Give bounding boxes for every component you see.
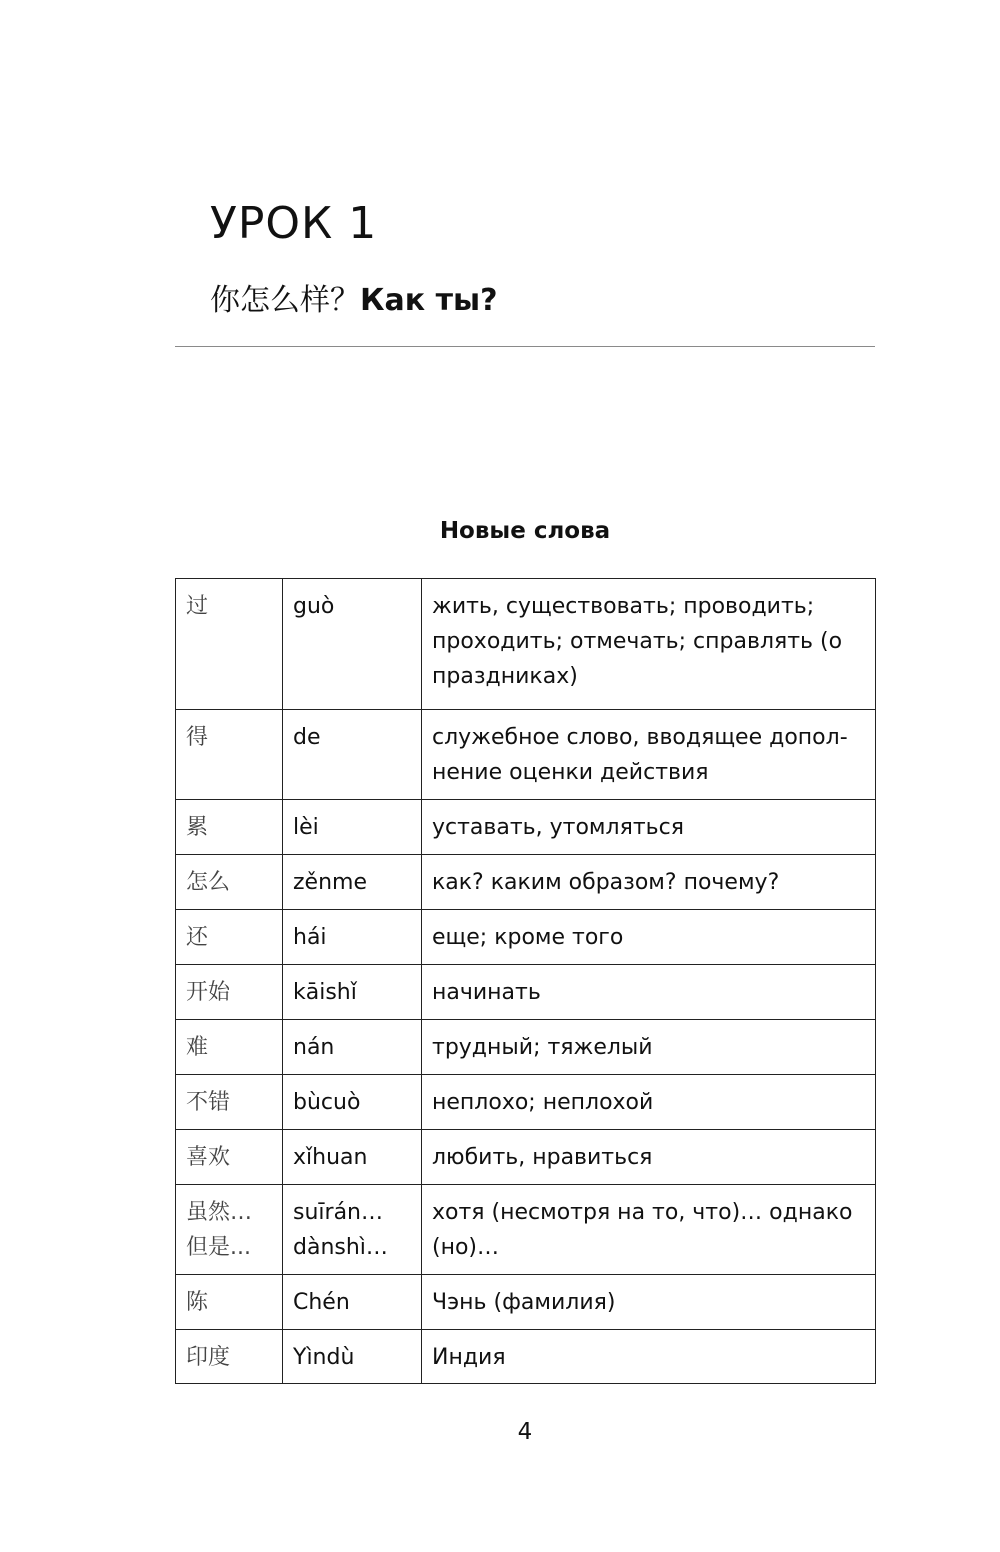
- table-row: [176, 710, 876, 800]
- meaning-cell: еще; кроме того: [422, 910, 876, 965]
- meaning-cell: трудный; тяжелый: [422, 1020, 876, 1075]
- table-row: [176, 1020, 876, 1075]
- meaning-cell: как? каким образом? почему?: [422, 855, 876, 910]
- table-row: [176, 1130, 876, 1185]
- section-title: Новые слова: [439, 518, 611, 544]
- meaning-cell: служебное слово, вводящее дополнение оценки действия: [422, 710, 876, 800]
- pinyin-cell: suīrán… dànshì…: [283, 1185, 422, 1275]
- table-row: [176, 1275, 876, 1330]
- hanzi-cell: 过: [176, 579, 283, 710]
- lesson-title: УРОК 1: [210, 198, 378, 249]
- hanzi-cell: 不错: [176, 1075, 283, 1130]
- hanzi-cell: 印度: [176, 1330, 283, 1384]
- table-row: [176, 855, 876, 910]
- hanzi-cell: 还: [176, 910, 283, 965]
- pinyin-cell: de: [283, 710, 422, 800]
- vocabulary-table: [175, 578, 876, 1384]
- hanzi-cell: 喜欢: [176, 1130, 283, 1185]
- pinyin-cell: kāishǐ: [283, 965, 422, 1020]
- lesson-subtitle: [210, 280, 498, 322]
- pinyin-cell: bùcuò: [283, 1075, 422, 1130]
- meaning-cell: уставать, утомляться: [422, 800, 876, 855]
- lesson-subtitle-russian: Как ты?: [360, 283, 498, 318]
- hanzi-cell: 得: [176, 710, 283, 800]
- hanzi-cell: 开始: [176, 965, 283, 1020]
- hanzi-cell: 累: [176, 800, 283, 855]
- pinyin-cell: nán: [283, 1020, 422, 1075]
- meaning-cell: неплохо; неплохой: [422, 1075, 876, 1130]
- table-row: [176, 1075, 876, 1130]
- pinyin-cell: xǐhuan: [283, 1130, 422, 1185]
- table-row: [176, 579, 876, 710]
- hanzi-cell: 怎么: [176, 855, 283, 910]
- pinyin-cell: zěnme: [283, 855, 422, 910]
- meaning-cell: Индия: [422, 1330, 876, 1384]
- meaning-cell: Чэнь (фамилия): [422, 1275, 876, 1330]
- pinyin-cell: lèi: [283, 800, 422, 855]
- table-row: [176, 800, 876, 855]
- meaning-cell: хотя (несмотря на то, что)… однако (но)…: [422, 1185, 876, 1275]
- meaning-cell: любить, нравиться: [422, 1130, 876, 1185]
- meaning-cell: жить, существовать; проводить; проходить; отмечать; справлять (о праздниках): [422, 579, 876, 710]
- hanzi-cell: 难: [176, 1020, 283, 1075]
- table-row: [176, 1185, 876, 1275]
- hanzi-cell: 陈: [176, 1275, 283, 1330]
- table-row: [176, 1330, 876, 1384]
- table-row: [176, 965, 876, 1020]
- hanzi-cell: 虽然… 但是...: [176, 1185, 283, 1275]
- meaning-cell: начинать: [422, 965, 876, 1020]
- table-row: [176, 910, 876, 965]
- pinyin-cell: hái: [283, 910, 422, 965]
- page-number: 4: [517, 1419, 533, 1445]
- pinyin-cell: Yìndù: [283, 1330, 422, 1384]
- pinyin-cell: guò: [283, 579, 422, 710]
- lesson-subtitle-chinese: 你怎么样？: [210, 283, 360, 318]
- pinyin-cell: Chén: [283, 1275, 422, 1330]
- header-divider: [175, 346, 875, 347]
